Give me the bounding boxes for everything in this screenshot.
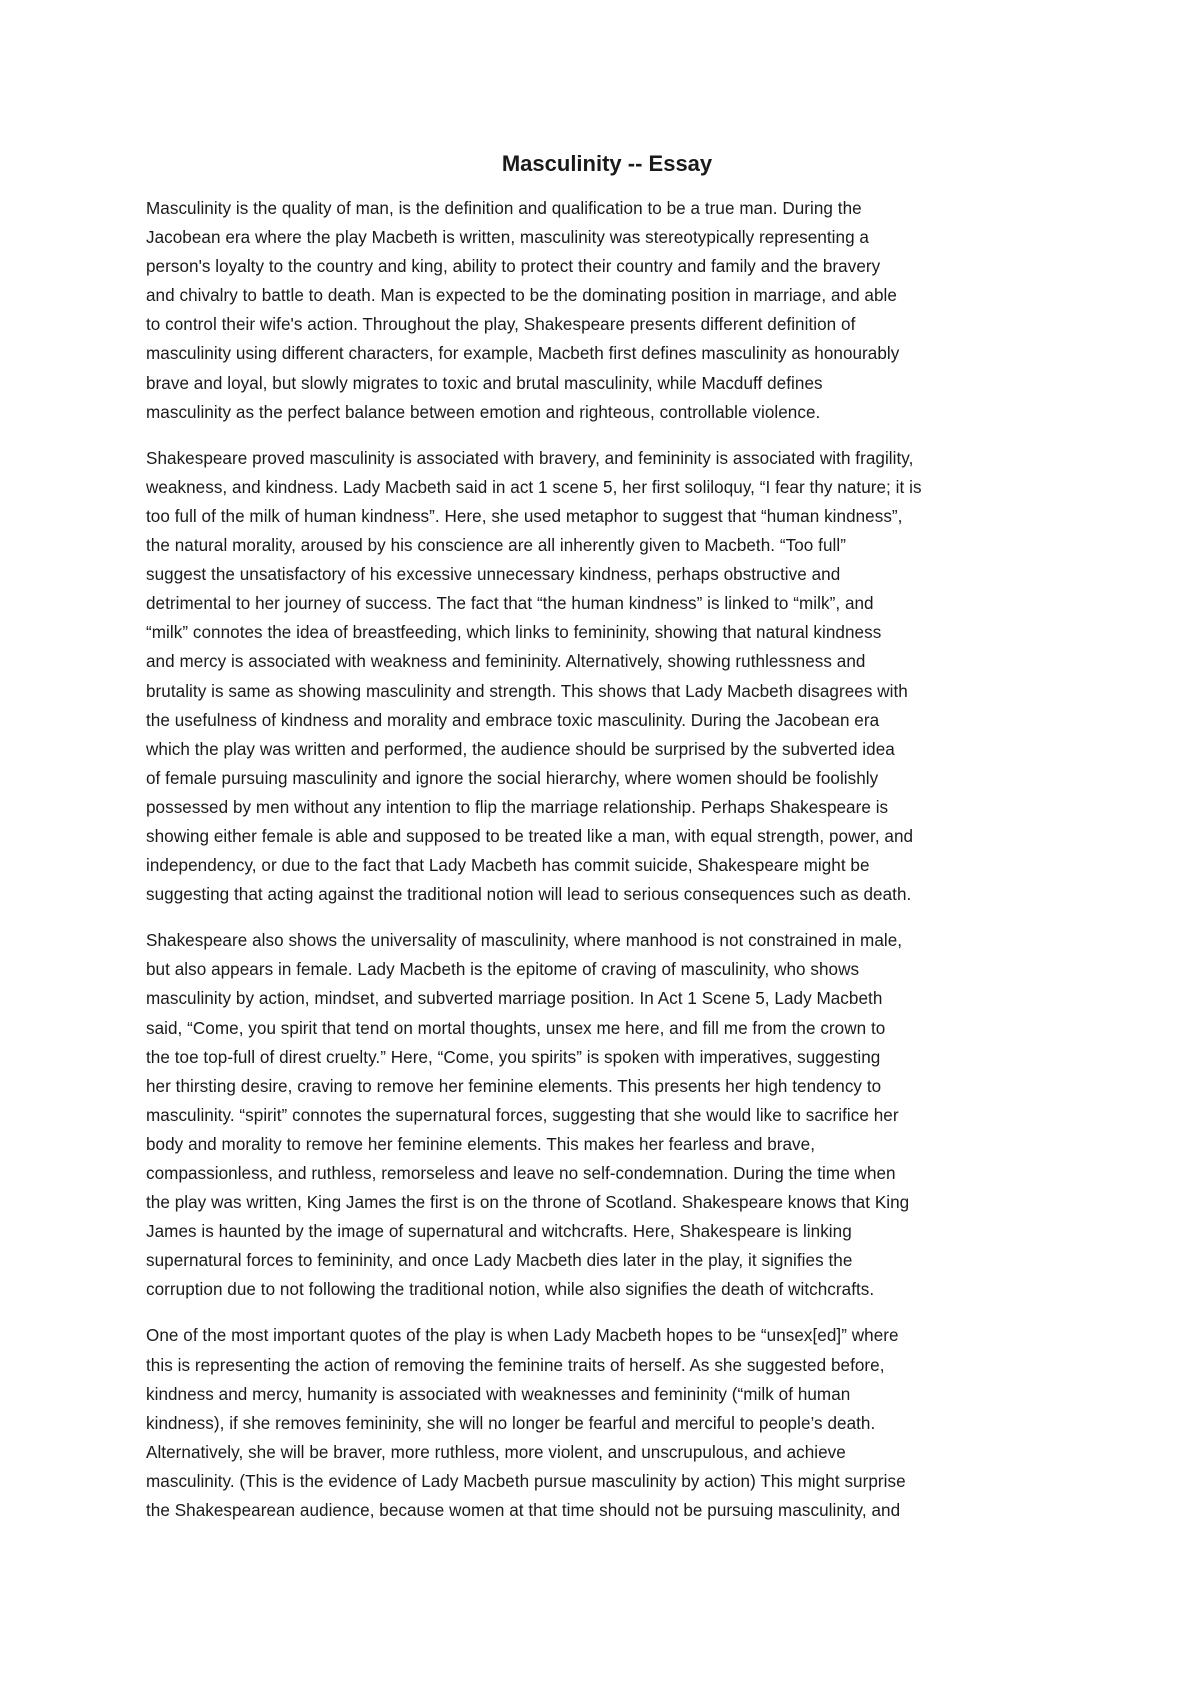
paragraph-line: supernatural forces to femininity, and once Lady Macbeth dies later in the play, it signifies the — [146, 1251, 853, 1271]
paragraph-line: James is haunted by the image of supernatural and witchcrafts. Here, Shakespeare is linking — [146, 1222, 852, 1242]
paragraph-line: this is representing the action of removing the feminine traits of herself. As she suggested before, — [146, 1355, 885, 1375]
paragraph-line: kindness), if she removes femininity, she will no longer be fearful and merciful to people’s death. — [146, 1413, 876, 1433]
paragraph-line: suggest the unsatisfactory of his excessive unnecessary kindness, perhaps obstructive and — [146, 565, 841, 585]
paragraph-line: weakness, and kindness. Lady Macbeth said in act 1 scene 5, her first soliloquy, “I fear thy nature; it is — [146, 477, 922, 497]
paragraph-line: and chivalry to battle to death. Man is expected to be the dominating position in marriage, and able — [146, 286, 897, 306]
paragraph-line: “milk” connotes the idea of breastfeeding, which links to femininity, showing that natural kindness — [146, 623, 882, 643]
paragraph-line: corruption due to not following the traditional notion, while also signifies the death of witchcrafts. — [146, 1280, 875, 1300]
paragraph-line: which the play was written and performed, the audience should be surprised by the subverted idea — [146, 739, 895, 759]
paragraph-line: possessed by men without any intention to flip the marriage relationship. Perhaps Shakespeare is — [146, 797, 889, 817]
paragraph-line: masculinity by action, mindset, and subverted marriage position. In Act 1 Scene 5, Lady Macbeth — [146, 989, 883, 1009]
paragraph-line: masculinity. (This is the evidence of Lady Macbeth pursue masculinity by action) This might surprise — [146, 1471, 906, 1491]
essay-paragraph — [146, 194, 1068, 427]
essay-paragraph — [146, 1321, 1068, 1525]
paragraph-line: masculinity as the perfect balance between emotion and righteous, controllable violence. — [146, 402, 821, 422]
paragraph-line: the Shakespearean audience, because women at that time should not be pursuing masculinity, and — [146, 1501, 901, 1521]
paragraph-line: masculinity. “spirit” connotes the supernatural forces, suggesting that she would like to sacrifice her — [146, 1105, 899, 1125]
paragraph-line: Shakespeare proved masculinity is associated with bravery, and femininity is associated with fragility, — [146, 448, 914, 468]
paragraph-line: too full of the milk of human kindness”. Here, she used metaphor to suggest that “human kindness”, — [146, 506, 903, 526]
paragraph-line: the natural morality, aroused by his conscience are all inherently given to Macbeth. “Too full” — [146, 536, 846, 556]
paragraph-line: the play was written, King James the first is on the throne of Scotland. Shakespeare knows that King — [146, 1193, 910, 1213]
paragraph-line: independency, or due to the fact that Lady Macbeth has commit suicide, Shakespeare might be — [146, 856, 870, 876]
paragraph-line: the toe top-full of direst cruelty.” Here, “Come, you spirits” is spoken with imperatives, suggesting — [146, 1047, 881, 1067]
essay-title: Masculinity -- Essay — [501, 151, 713, 176]
paragraph-line: masculinity using different characters, for example, Macbeth first defines masculinity as honourably — [146, 344, 900, 364]
paragraph-line: the usefulness of kindness and morality and embrace toxic masculinity. During the Jacobean era — [146, 710, 880, 730]
paragraph-line: suggesting that acting against the traditional notion will lead to serious consequences such as death. — [146, 885, 912, 905]
essay-paragraph — [146, 444, 1068, 910]
paragraph-line: brave and loyal, but slowly migrates to toxic and brutal masculinity, while Macduff defines — [146, 373, 823, 393]
paragraph-line: kindness and mercy, humanity is associated with weaknesses and femininity (“milk of human — [146, 1384, 851, 1404]
essay-paragraph — [146, 926, 1068, 1304]
paragraph-line: Shakespeare also shows the universality of masculinity, where manhood is not constrained in male, — [146, 931, 903, 951]
essay-paragraphs — [146, 194, 1068, 1525]
paragraph-line: detrimental to her journey of success. The fact that “the human kindness” is linked to “milk”, and — [146, 594, 874, 614]
paragraph-line: and mercy is associated with weakness and femininity. Alternatively, showing ruthlessness and — [146, 652, 866, 672]
paragraph-line: Jacobean era where the play Macbeth is written, masculinity was stereotypically representing a — [146, 228, 869, 248]
paragraph-line: body and morality to remove her feminine elements. This makes her fearless and brave, — [146, 1134, 816, 1154]
paragraph-line: showing either female is able and supposed to be treated like a man, with equal strength, power, and — [146, 826, 914, 846]
document-body — [146, 148, 1068, 1542]
paragraph-line: Alternatively, she will be braver, more ruthless, more violent, and unscrupulous, and achieve — [146, 1442, 846, 1462]
paragraph-line: her thirsting desire, craving to remove her feminine elements. This presents her high tendency to — [146, 1076, 882, 1096]
paragraph-line: compassionless, and ruthless, remorseless and leave no self-condemnation. During the time when — [146, 1164, 896, 1183]
paragraph-line: of female pursuing masculinity and ignore the social hierarchy, where women should be foolishly — [146, 768, 879, 788]
paragraph-line: said, “Come, you spirit that tend on mortal thoughts, unsex me here, and fill me from the crown to — [146, 1018, 886, 1038]
paragraph-line: Masculinity is the quality of man, is the definition and qualification to be a true man. During the — [146, 199, 862, 218]
paragraph-line: to control their wife's action. Throughout the play, Shakespeare presents different definition of — [146, 315, 856, 335]
paragraph-line: One of the most important quotes of the play is when Lady Macbeth hopes to be “unsex[ed]” where — [146, 1326, 899, 1346]
paragraph-line: but also appears in female. Lady Macbeth is the epitome of craving of masculinity, who shows — [146, 960, 860, 980]
paragraph-line: brutality is same as showing masculinity and strength. This shows that Lady Macbeth disagrees with — [146, 681, 908, 701]
paragraph-line: person's loyalty to the country and king, ability to protect their country and family and the bravery — [146, 257, 881, 277]
